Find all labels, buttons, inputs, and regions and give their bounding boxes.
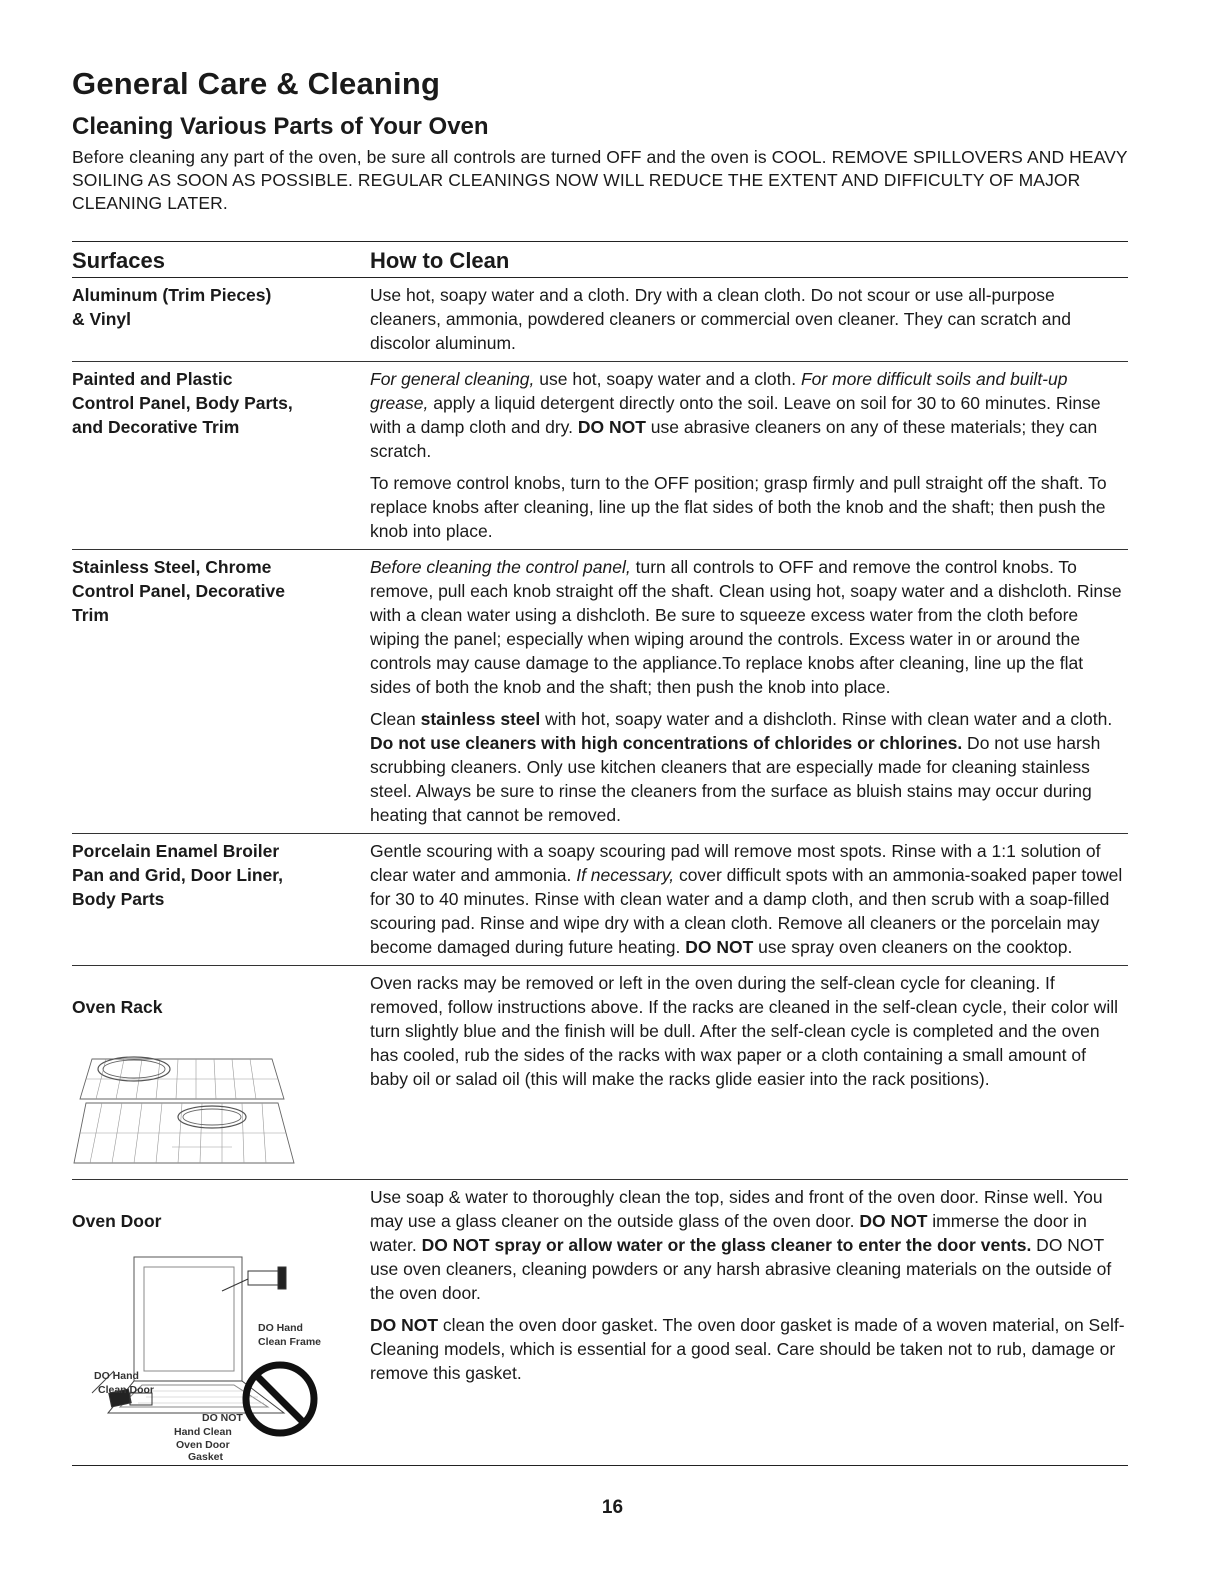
warning-bold: DO NOT bbox=[685, 937, 754, 957]
text-span: turn all controls to OFF and remove the control knobs. To remove, pull each knob straight off the shaft. Clean using hot, soapy water and a dishcloth. Rinse with a clean water using a dishcloth. Be sure to squeeze excess water from the cloth before wiping the panel; especially when wiping around the controls. Excess water in or around the controls may cause damage to the appliance.To replace knobs after cleaning, line up the flat sides of both the knob and the shaft; then push the knob into place. bbox=[370, 557, 1122, 697]
text-span: with hot, soapy water and a dishcloth. Rinse with clean water and a cloth. bbox=[540, 709, 1113, 729]
gasket-label-line3: Oven Door bbox=[176, 1439, 230, 1451]
text-span: Clean bbox=[370, 709, 421, 729]
instruction-paragraph: Oven racks may be removed or left in the oven during the self-clean cycle for cleaning. If removed, follow instructions above. If the racks are cleaned in the self-clean cycle, their color will turn slightly blue and the finish will be dull. After the self-clean cycle is completed and the oven has cooled, rub the sides of the racks with wax paper or a cloth containing a small amount of baby oil or salad oil (this will make the racks glide easier into the rack positions). bbox=[370, 973, 1118, 1089]
instruction-paragraph bbox=[370, 707, 1128, 827]
instruction-paragraph bbox=[370, 367, 1128, 463]
frame-label-line1: DO Hand bbox=[258, 1322, 303, 1334]
cleaning-instructions bbox=[370, 555, 1128, 827]
surface-name: Aluminum (Trim Pieces) & Vinyl bbox=[72, 285, 272, 329]
table-row bbox=[72, 834, 1128, 966]
instruction-paragraph: To remove control knobs, turn to the OFF position; grasp firmly and pull straight off the shaft. To replace knobs after cleaning, line up the flat sides of both the knob and the shaft; then push the knob into place. bbox=[370, 473, 1107, 541]
text-span: Do not use harsh scrubbing cleaners. Only use kitchen cleaners that are especially made for cleaning stainless steel. Always be sure to rinse the cleaners from the surface as bluish stains may occur during heating that cannot be removed. bbox=[370, 733, 1101, 825]
table-row bbox=[72, 550, 1128, 834]
page-number: 16 bbox=[601, 1497, 624, 1518]
surface-cell bbox=[72, 971, 370, 1173]
header-surfaces: Surfaces bbox=[72, 248, 165, 273]
text-span: Use soap & water to thoroughly clean the top, sides and front of the oven door. Rinse well. You may use a glass cleaner on the outside glass of the oven door. bbox=[370, 1187, 1103, 1231]
instruction-paragraph bbox=[370, 555, 1128, 699]
text-span: cover difficult spots with an ammonia-soaked paper towel for 30 to 40 minutes. Rinse with clean water and a damp cloth, and then scrub with a soap-filled scouring pad. Rinse and wipe dry with a clean cloth. Remove all cleaners or the porcelain may become damaged during future heating. bbox=[370, 865, 1123, 957]
gasket-label-line4: Gasket bbox=[188, 1451, 224, 1463]
cleaning-instructions bbox=[370, 1185, 1128, 1459]
bold-phrase: stainless steel bbox=[420, 709, 541, 729]
table-row bbox=[72, 1180, 1128, 1466]
italic-phrase: Before cleaning the control panel, bbox=[370, 557, 631, 577]
italic-phrase: For general cleaning, bbox=[370, 369, 535, 389]
table-header bbox=[72, 242, 1128, 278]
table-row bbox=[72, 966, 1128, 1180]
text-span: use hot, soapy water and a cloth. bbox=[534, 369, 801, 389]
table-row bbox=[72, 278, 1128, 362]
instruction-paragraph: Use hot, soapy water and a cloth. Dry with a clean cloth. Do not scour or use all-purpose cleaners, ammonia, powdered cleaners or commercial oven cleaner. They can scratch and discolor aluminum. bbox=[370, 285, 1071, 353]
oven-door-illustration bbox=[72, 1253, 332, 1463]
frame-label-line2: Clean Frame bbox=[258, 1336, 322, 1348]
surface-name: Painted and Plastic Control Panel, Body Parts, and Decorative Trim bbox=[72, 369, 293, 437]
cleaning-instructions bbox=[370, 839, 1128, 959]
surface-name: Stainless Steel, Chrome Control Panel, Decorative Trim bbox=[72, 557, 285, 625]
oven-rack-illustration bbox=[72, 1051, 304, 1167]
warning-bold: DO NOT bbox=[577, 417, 646, 437]
intro-paragraph: Before cleaning any part of the oven, be sure all controls are turned OFF and the oven is COOL. REMOVE SPILLOVERS AND HEAVY SOILING AS SOON AS POSSIBLE. REGULAR CLEANINGS NOW WILL REDUCE THE EXTENT AND DIFFICULTY OF MAJOR CLEANING LATER. bbox=[72, 147, 1128, 213]
door-label-line2: Clean Door bbox=[98, 1384, 155, 1396]
text-span: Gentle scouring with a soapy scouring pad will remove most spots. Rinse with a 1:1 solution of clear water and ammonia. bbox=[370, 841, 1101, 885]
surface-name: Oven Door bbox=[72, 1211, 162, 1231]
text-span: use spray oven cleaners on the cooktop. bbox=[753, 937, 1073, 957]
warning-bold: DO NOT bbox=[370, 1315, 439, 1335]
text-span: use abrasive cleaners on any of these materials; they can scratch. bbox=[370, 417, 1098, 461]
text-span: immerse the door in water. bbox=[370, 1211, 1087, 1255]
page-title: General Care & Cleaning bbox=[72, 66, 441, 101]
warning-bold: Do not use cleaners with high concentrations of chlorides or chlorines. bbox=[370, 733, 963, 753]
door-label-line1: DO Hand bbox=[94, 1370, 139, 1382]
text-span: DO NOT use oven cleaners, cleaning powders or any harsh abrasive cleaning materials on the outside of the oven door. bbox=[370, 1235, 1112, 1303]
surface-cell bbox=[72, 1185, 370, 1463]
instruction-paragraph bbox=[370, 1313, 1128, 1385]
warning-bold: DO NOT spray or allow water or the glass cleaner to enter the door vents. bbox=[421, 1235, 1032, 1255]
italic-phrase: For more difficult soils and built-up grease, bbox=[370, 369, 1068, 413]
surface-name: Oven Rack bbox=[72, 997, 163, 1017]
page bbox=[72, 66, 1128, 1466]
warning-bold: DO NOT bbox=[859, 1211, 928, 1231]
instruction-paragraph bbox=[370, 839, 1128, 959]
text-span: clean the oven door gasket. The oven door gasket is made of a woven material, on Self-Cleaning models, which is essential for a good seal. Care should be taken not to rub, damage or remove this gasket. bbox=[370, 1315, 1125, 1383]
section-title: Cleaning Various Parts of Your Oven bbox=[72, 113, 489, 140]
cleaning-table bbox=[72, 241, 1128, 1466]
gasket-label-line1: DO NOT bbox=[202, 1412, 243, 1424]
cleaning-instructions bbox=[370, 367, 1128, 543]
italic-phrase: If necessary, bbox=[576, 865, 675, 885]
cleaning-instructions bbox=[370, 283, 1128, 355]
text-span: apply a liquid detergent directly onto the soil. Leave on soil for 30 to 60 minutes. Rinse with a damp cloth and dry. bbox=[370, 393, 1101, 437]
surface-name: Porcelain Enamel Broiler Pan and Grid, Door Liner, Body Parts bbox=[72, 841, 283, 909]
table-row bbox=[72, 362, 1128, 550]
cleaning-instructions bbox=[370, 971, 1128, 1173]
gasket-label-line2: Hand Clean bbox=[174, 1426, 232, 1438]
instruction-paragraph bbox=[370, 1185, 1128, 1305]
header-how-to-clean: How to Clean bbox=[370, 248, 510, 273]
